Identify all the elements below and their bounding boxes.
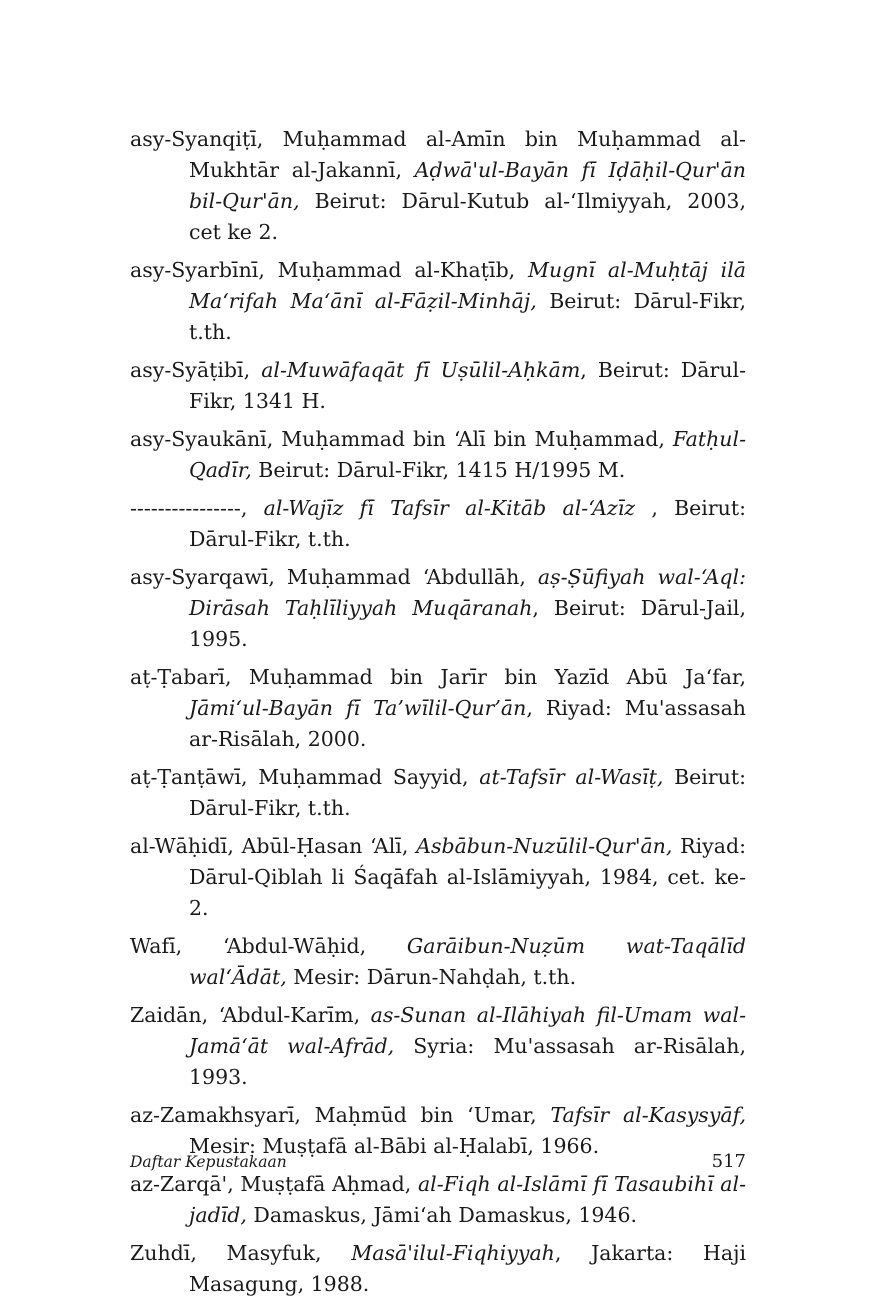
- entry-author: Wafī, ‘Abdul-Wāḥid,: [130, 934, 407, 958]
- bibliography-list: [130, 124, 746, 1307]
- bibliography-entry: [130, 662, 746, 755]
- bibliography-entry: [130, 1238, 746, 1300]
- bibliography-entry: [130, 255, 746, 348]
- entry-publication: , Beirut: Dārul-Fikr, 1341 H.: [189, 358, 747, 413]
- entry-publication: Mesir: Muṣṭafā al-Bābi al-Ḥalabī, 1966.: [189, 1134, 600, 1158]
- entry-title: Mugnī al-Muḥtāj ilā Ma‘rifah Ma‘ānī al-Fāẓil-Minhāj,: [189, 258, 746, 313]
- entry-title: Masā'ilul-Fiqhiyyah: [351, 1241, 555, 1265]
- entry-title: aṣ-Ṣūfiyah wal-‘Aql: Dirāsah Taḥlīliyyah Muqāranah: [189, 565, 746, 620]
- entry-author: asy-Syāṭibī,: [130, 358, 262, 382]
- entry-publication: Beirut: Dārul-Kutub al-‘Ilmiyyah, 2003, cet ke 2.: [189, 189, 746, 244]
- entry-title: as-Sunan al-Ilāhiyah fil-Umam wal-Jamā‘āt wal-Afrād,: [189, 1003, 746, 1058]
- entry-author: aṭ-Ṭabarī, Muḥammad bin Jarīr bin Yazīd Abū Ja‘far,: [130, 665, 746, 689]
- running-footer-title: Daftar Kepustakaan: [130, 1153, 287, 1171]
- page-number: 517: [711, 1151, 746, 1172]
- entry-title: Asbābun-Nuzūlil-Qur'ān,: [416, 834, 673, 858]
- entry-author: az-Zarqā', Muṣṭafā Aḥmad,: [130, 1172, 418, 1196]
- bibliography-entry: [130, 493, 746, 555]
- entry-publication: , Beirut: Dārul-Fikr, t.th.: [189, 496, 746, 551]
- bibliography-entry: [130, 355, 746, 417]
- entry-publication: Beirut: Dārul-Fikr, t.th.: [189, 765, 746, 820]
- bibliography-entry: [130, 424, 746, 486]
- entry-title: al-Wajīz fī Tafsīr al-Kitāb al-‘Azīz: [263, 496, 636, 520]
- entry-author: asy-Syarqawī, Muḥammad ‘Abdullāh,: [130, 565, 538, 589]
- entry-publication: Riyad: Dārul-Qiblah li Śaqāfah al-Islāmiyyah, 1984, cet. ke-2.: [189, 834, 746, 920]
- bibliography-entry: [130, 931, 746, 993]
- entry-publication: , Beirut: Dārul-Jail, 1995.: [189, 596, 746, 651]
- entry-title: al-Fiqh al-Islāmī fī Tasaubihī al-jadīd,: [189, 1172, 746, 1227]
- entry-title: Jāmi‘ul-Bayān fī Ta’wīlil-Qur’ān: [189, 696, 527, 720]
- entry-title: Garāibun-Nuẓūm wat-Taqālīd wal‘Ādāt,: [189, 934, 746, 989]
- entry-title: Tafsīr al-Kasysyāf,: [550, 1103, 747, 1127]
- entry-publication: Damaskus, Jāmi‘ah Damaskus, 1946.: [246, 1203, 638, 1227]
- entry-publication: Beirut: Dārul-Fikr, 1415 H/1995 M.: [251, 458, 626, 482]
- entry-author: asy-Syaukānī, Muḥammad bin ‘Alī bin Muḥammad,: [130, 427, 673, 451]
- entry-title: at-Tafsīr al-Wasīṭ,: [479, 765, 664, 789]
- entry-author: aṭ-Ṭanṭāwī, Muḥammad Sayyid,: [130, 765, 480, 789]
- entry-author: az-Zamakhsyarī, Maḥmūd bin ‘Umar,: [130, 1103, 551, 1127]
- entry-author: Zaidān, ‘Abdul-Karīm,: [130, 1003, 371, 1027]
- bibliography-entry: [130, 1000, 746, 1093]
- entry-author: asy-Syarbīnī, Muḥammad al-Khaṭīb,: [130, 258, 529, 282]
- bibliography-entry: [130, 562, 746, 655]
- entry-author: al-Wāḥidī, Abūl-Ḥasan ‘Alī,: [130, 834, 417, 858]
- bibliography-entry: [130, 1169, 746, 1231]
- entry-title: al-Muwāfaqāt fī Uṣūlil-Aḥkām: [261, 358, 581, 382]
- entry-title: Fatḥul-Qadīr,: [189, 427, 746, 482]
- entry-author: asy-Syanqiṭī, Muḥammad al-Amīn bin Muḥammad al-Mukhtār al-Jakannī,: [130, 127, 746, 182]
- entry-title: Aḍwā'ul-Bayān fī Iḍāḥil-Qur'ān bil-Qur'ān,: [189, 158, 746, 213]
- entry-publication: Syria: Mu'assasah ar-Risālah, 1993.: [189, 1034, 746, 1089]
- entry-publication: Beirut: Dārul-Fikr, t.th.: [189, 289, 746, 344]
- bibliography-entry: [130, 762, 746, 824]
- entry-publication: Mesir: Dārun-Nahḍah, t.th.: [286, 965, 577, 989]
- bibliography-entry: [130, 124, 746, 248]
- entry-publication: , Riyad: Mu'assasah ar-Risālah, 2000.: [189, 696, 746, 751]
- bibliography-entry: [130, 831, 746, 924]
- entry-author: Zuhdī, Masyfuk,: [130, 1241, 352, 1265]
- entry-author: ----------------,: [130, 496, 264, 520]
- entry-publication: , Jakarta: Haji Masagung, 1988.: [189, 1241, 746, 1296]
